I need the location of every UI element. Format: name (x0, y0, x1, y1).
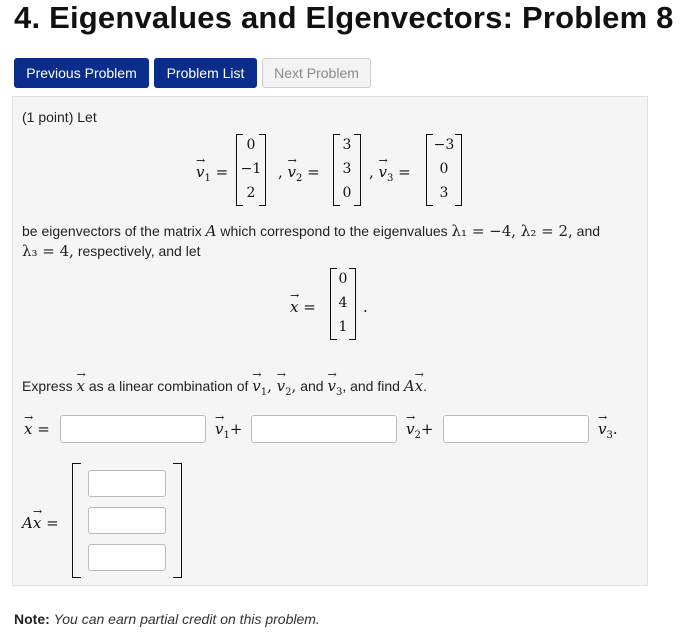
points-label: (1 point) Let (22, 109, 97, 125)
v2-entry: 3 (342, 161, 352, 177)
matrix-name: A (205, 222, 217, 240)
eigen-sentence-line2 (22, 242, 201, 260)
v1-label: v → $_1$ = (196, 154, 229, 184)
previous-problem-button[interactable]: Previous Problem (14, 58, 149, 88)
note-label: Note: (14, 611, 50, 627)
express-text: as a linear combination of (88, 378, 249, 394)
sentence-text: be eigenvectors of the matrix (22, 223, 202, 239)
v2-entry: 0 (342, 185, 352, 201)
sentence-text: which correspond to the eigenvalues (220, 223, 448, 239)
coefficient-3-input[interactable] (443, 415, 589, 443)
ax-entry-2-input[interactable] (88, 507, 166, 534)
v3-label: , v → $_3$ = (369, 154, 411, 184)
express-text: and (300, 378, 324, 394)
v2-label: , v → $_2$ = (278, 154, 320, 184)
v2-entry: 3 (342, 137, 352, 153)
ax-equals-label: Ax → = (22, 505, 59, 532)
eigen-sentence-line1 (22, 222, 600, 240)
v2-vector (333, 134, 361, 206)
express-text: Express (22, 378, 73, 394)
ax-entry-3-input[interactable] (88, 544, 166, 571)
v3-entry: 0 (439, 161, 449, 177)
next-problem-button[interactable]: Next Problem (262, 58, 371, 88)
sentence-text: respectively, and let (77, 243, 201, 259)
v1-entry: 0 (246, 137, 256, 153)
v1-plus-label: v → $_1$+ (215, 411, 243, 441)
problem-list-button[interactable]: Problem List (154, 58, 257, 88)
v3-entry: −3 (433, 137, 455, 153)
x-entry: 0 (338, 271, 348, 287)
express-text: , and find (342, 378, 400, 394)
v3-end-label: v → $_3$. (598, 411, 618, 441)
x-vector (330, 268, 356, 340)
v1-entry: −1 (240, 161, 262, 177)
v3-vector (426, 134, 462, 206)
eigenvalue-list: λ₁ = −4, λ₂ = 2, (451, 222, 573, 240)
x-label: x → = (290, 289, 316, 316)
partial-credit-note (14, 611, 320, 627)
x-equals-label: x → = (24, 411, 50, 438)
ax-entry-1-input[interactable] (88, 470, 166, 497)
v1-vector (236, 134, 266, 206)
express-sentence: Express x → as a linear combination of v → $_1$, v → $_2$, and v → $_3$, and find Ax → . (22, 368, 428, 398)
coefficient-1-input[interactable] (60, 415, 206, 443)
sentence-text: and (576, 223, 601, 239)
eigenvalue-3: λ₃ = 4, (22, 242, 74, 260)
note-text: You can earn partial credit on this problem. (53, 611, 320, 627)
page-title: 4. Eigenvalues and Elgenvectors: Problem 8 (14, 0, 674, 35)
v3-entry: 3 (439, 185, 449, 201)
x-entry: 1 (338, 319, 348, 335)
coefficient-2-input[interactable] (251, 415, 397, 443)
v2-plus-label: v → $_2$+ (406, 411, 434, 441)
period: . (363, 298, 368, 316)
x-entry: 4 (338, 295, 348, 311)
v1-entry: 2 (246, 185, 256, 201)
